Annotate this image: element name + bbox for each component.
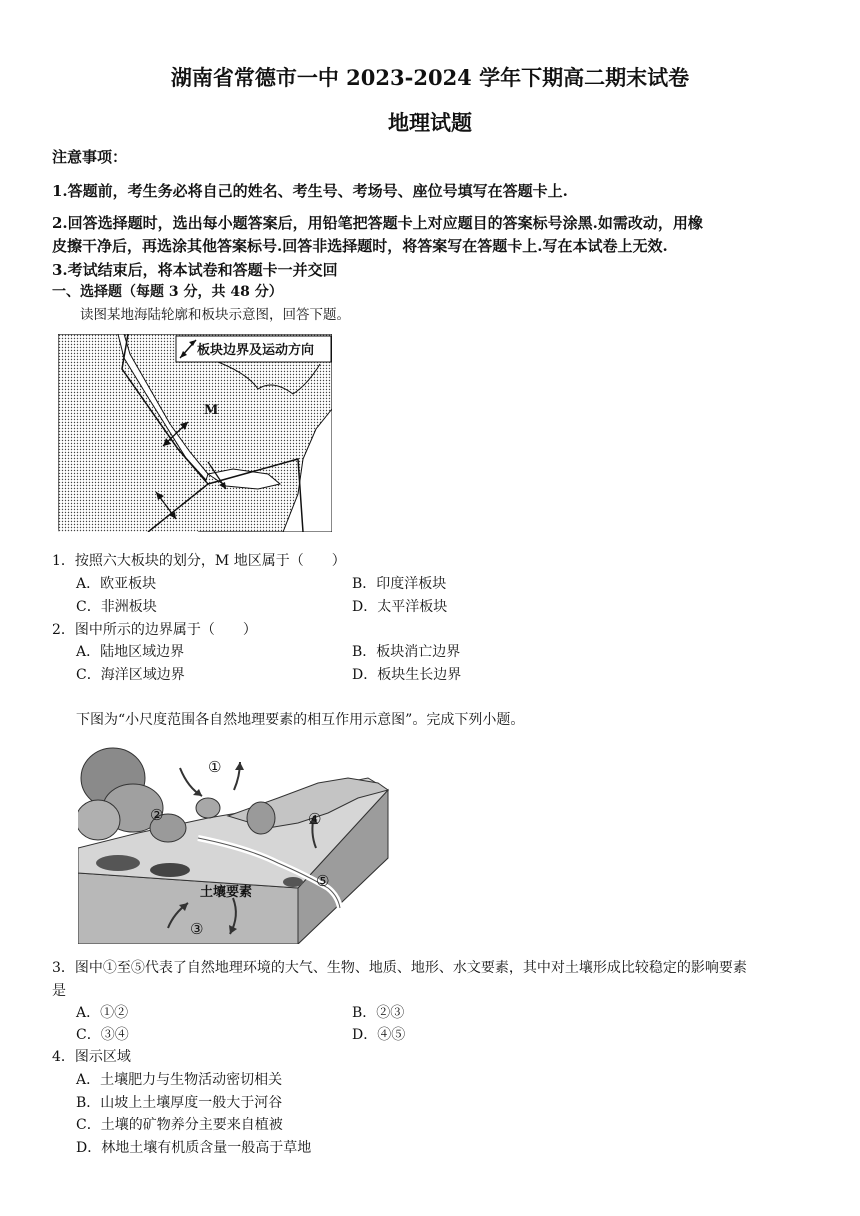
q1-option-a: A．欧亚板块 [76,576,157,592]
map-legend: 板块边界及运动方向 [197,343,315,358]
notice-item-1: 1.答题前，考生务必将自己的姓名、考生号、考场号、座位号填写在答题卡上. [52,182,568,200]
q2-option-b: B．板块消亡边界 [352,644,461,660]
q3-stem-line-1: 3．图中①至⑤代表了自然地理环境的大气、生物、地质、地形、水文要素，其中对土壤形成比较稳定的影响要素 [52,960,747,976]
plate-map [58,334,332,532]
eco-label-soil: 土壤要素 [200,885,253,900]
map-label-m: M [204,403,219,418]
eco-label-2: ② [150,806,164,824]
q4-option-c: C．土壤的矿物养分主要来自植被 [76,1117,283,1133]
q2-option-c: C．海洋区域边界 [76,667,185,683]
q3-option-d: D．④⑤ [352,1027,406,1043]
eco-label-4: ④ [308,810,322,828]
q4-stem: 4．图示区域 [52,1049,131,1065]
section-heading: 一、选择题（每题 3 分，共 48 分） [52,284,283,300]
q1-option-d: D．太平洋板块 [352,599,448,615]
map-intro: 读图某地海陆轮廓和板块示意图，回答下题。 [80,307,350,323]
q1-stem: 1．按照六大板块的划分，M 地区属于（ ） [52,553,346,569]
q1-option-c: C．非洲板块 [76,599,157,615]
q4-option-a: A．土壤肥力与生物活动密切相关 [76,1072,283,1088]
q2-stem: 2．图中所示的边界属于（ ） [52,622,257,638]
notice-item-3: 3.考试结束后，将本试卷和答题卡一并交回 [52,261,338,279]
q4-option-b: B．山坡上土壤厚度一般大于河谷 [76,1095,283,1111]
q3-stem-line-2: 是 [52,983,66,999]
exam-title: 湖南省常德市一中 2023-2024 学年下期高二期末试卷 [170,65,690,90]
eco-label-1: ① [208,758,222,776]
notice-heading: 注意事项： [52,148,128,166]
eco-label-5: ⑤ [316,872,330,890]
notice-item-2-line-2: 皮擦干净后，再选涂其他答案标号.回答非选择题时，将答案写在答题卡上.写在本试卷上无效. [52,237,668,255]
q3-option-c: C．③④ [76,1027,129,1043]
q2-option-a: A．陆地区域边界 [76,644,185,660]
eco-intro: 下图为“小尺度范围各自然地理要素的相互作用示意图”。完成下列小题。 [76,712,525,728]
q3-option-b: B．②③ [352,1005,405,1021]
q4-option-d: D．林地土壤有机质含量一般高于草地 [76,1140,312,1156]
notice-item-2-line-1: 2.回答选择题时，选出每小题答案后，用铅笔把答题卡上对应题目的答案标号涂黑.如需改动，用橡 [52,214,703,232]
exam-subtitle: 地理试题 [388,110,472,135]
eco-label-3: ③ [190,920,204,938]
q2-option-d: D．板块生长边界 [352,667,462,683]
eco-diagram [78,738,390,944]
q3-option-a: A．①② [76,1005,129,1021]
q1-option-b: B．印度洋板块 [352,576,447,592]
